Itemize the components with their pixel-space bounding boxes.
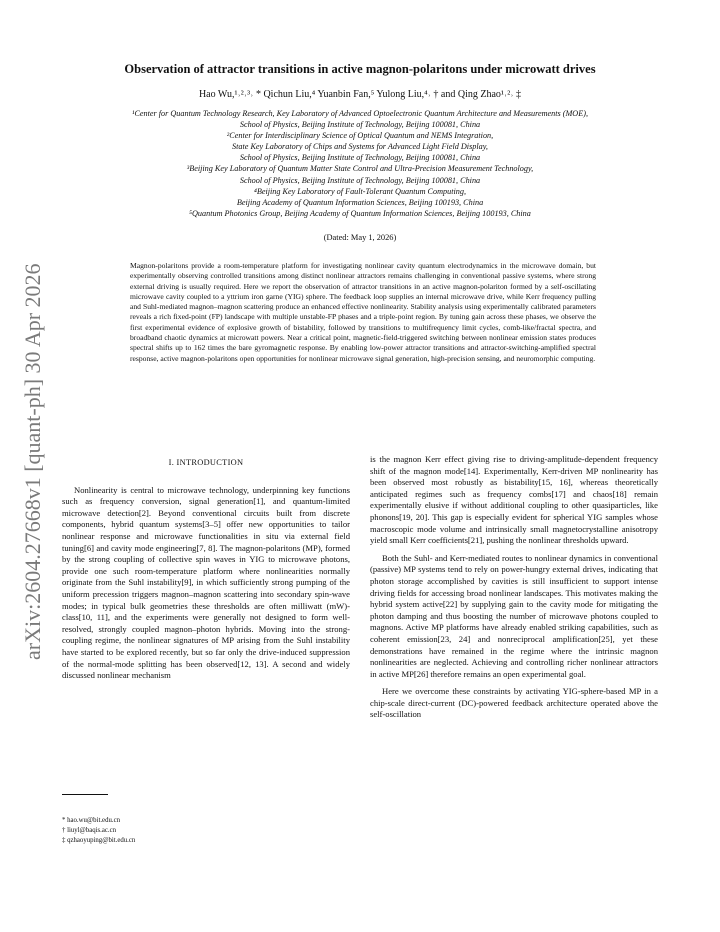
affiliation-line: School of Physics, Beijing Institute of Technology, Beijing 100081, China: [239, 153, 481, 163]
arxiv-stamp-text: arXiv:2604.27668v1 [quant-ph] 30 Apr 2026: [20, 263, 45, 660]
author-list: Hao Wu,¹˒²˒³˒ * Qichun Liu,⁴ Yuanbin Fan,⁵ Yulong Liu,⁴˒ † and Qing Zhao¹˒²˒ ‡: [198, 89, 522, 100]
affiliation-line: ²Center for Interdisciplinary Science of Optical Quantum and NEMS Integration,: [226, 131, 494, 141]
left-column: [62, 455, 350, 682]
body-paragraph: is the magnon Kerr effect giving rise to driving-amplitude-dependent frequency shift of the magnon mode[14]. Experimentally, Kerr-driven MP nonlinearity has been observed most robustly as bistability[15, 16], whereas theoretically anticipated regimes such as frequency combs[17] and chaos[18] remain experimentally elusive if without additional coupling to other quasiparticles, like phonons[19, 20]. This gap is especially evident for spherical YIG samples whose macroscopic mode volume and intrinsically small magnetocrystalline anisotropy yield small Kerr coefficients[21], pushing the nonlinear thresholds upward.: [370, 454, 658, 546]
affiliations: [60, 108, 660, 219]
body-paragraph: Both the Suhl- and Kerr-mediated routes to nonlinear dynamics in conventional (passive) MP systems tend to rely on power-hungry external drives, indicating that photon storage accomplished by cavities is still insufficient to support intense driving fields for accessing broad nonlinear landscapes. This motivates making the hybrid system active[22] by supplying gain to the cavity mode for mitigating the photon damping and thus boosting the number of microwave photons coupled to magnons. Active MP platforms have already enabled striking capabilities, such as coherent emission[23, 24] and nonreciprocal amplification[25], yet these demonstrations have remained in the regime where the intrinsic magnon nonlinearities are neglected. Achieving and controlling richer nonlinear attractors in active MP[26] therefore remains an open experimental goal.: [370, 552, 658, 679]
affiliation-line: ¹Center for Quantum Technology Research, Key Laboratory of Advanced Optoelectronic Quantum Architecture and Measurements (MOE),: [131, 109, 588, 118]
affiliation-line: ⁴Beijing Key Laboratory of Fault-Tolerant Quantum Computing,: [253, 186, 466, 196]
affiliation-line: School of Physics, Beijing Institute of Technology, Beijing 100081, China: [239, 120, 481, 130]
paper-title: Observation of attractor transitions in active magnon-polaritons under microwatt drives: [124, 62, 596, 76]
affiliation-line: State Key Laboratory of Chips and Systems for Advanced Light Field Display,: [232, 142, 488, 152]
footnote-rule: [62, 794, 108, 795]
right-column: [370, 454, 658, 721]
affiliation-line: Beijing Academy of Quantum Information Sciences, Beijing 100193, China: [236, 197, 484, 207]
body-paragraph: Nonlinearity is central to microwave technology, underpinning key functions such as frequency conversion, signal generation[1], and quantum-limited microwave detection[2]. Beyond conventional circuits built from discrete components, hybrid quantum systems[3–5] offer new opportunities to tailor nonlinear response and microwave functionalities in situ via external field tuning[6] and cavity mode engineering[7, 8]. The magnon-polaritons (MP), formed by the strong coupling of collective spin waves in YIG to microwave photons, provide one such room-temperature platform where nonlinearities normally originate from the Suhl instability[9], in which sufficiently strong pumping of the uniform precession triggers magnon–magnon scattering into secondary spin-wave modes; in typical bulk geometries these thresholds are often milliwatt (mW)-class[10, 11], and the experiments were generally not designed to form well-resolved, strongly coupled magnon–photon hybrids. Moving into the strong-coupling regime, the nonlinear signatures of MP arising from the Suhl instability have started to be explored recently, but so far only the drive-induced suppression of the normal-mode splitting has been observed[12, 13]. A second and widely discussed nonlinear mechanism: [62, 484, 350, 681]
footnote-email[interactable]: ‡ qzhaoyuping@bit.edu.cn: [62, 837, 136, 845]
footnote-email[interactable]: * hao.wu@bit.edu.cn: [62, 817, 120, 824]
section-heading: I. INTRODUCTION: [168, 458, 244, 467]
body-paragraph: Here we overcome these constraints by activating YIG-sphere-based MP in a chip-scale direct-current (DC)-powered feedback architecture operated above the self-oscillation: [370, 686, 658, 720]
affiliation-line: School of Physics, Beijing Institute of Technology, Beijing 100081, China: [239, 175, 481, 185]
abstract: Magnon-polaritons provide a room-temperature platform for investigating nonlinear cavity quantum electrodynamics in the microwave domain, but experimentally observing controlled transitions among distinct nonlinear attractors remains challenging in conventional passive systems, where strong external driving is usually required. Here we report the observation of attractor transitions in an active magnon-polariton formed by a self-oscillating microwave cavity coupled to a yttrium iron garne (YIG) sphere. The feedback loop supplies an internal microwave drive, while Kerr frequency pulling and Suhl-mediated magnon–magnon scattering produce an enhanced effective nonlinearity. Stability analysis using experimentally calibrated parameters reveals a rich fixed-point (FP) landscape with multiple unstable-FP phases and a triple-point region. By tuning gain across these phases, we observe the first experimental evidence of explosive growth of bistability, followed by transitions to multifrequency limit cycles, comb-like/fractal spectra, and broadband chaotic dynamics at microwatt powers. Near a critical point, magnetic-field-triggered switching between nonlinear emission states produces spectral shifts up to 162 times the bare gyromagnetic response. By enabling low-power attractor transitions and attractor-switching-amplified spectral response, active magnon-polaritons open opportunities for nonlinear microwave signal generation, high-precision sensing, and neuromorphic computing.: [130, 261, 596, 363]
affiliation-line: ³Beijing Key Laboratory of Quantum Matter State Control and Ultra-Precision Measurement Technology,: [186, 164, 534, 174]
arxiv-stamp: [10, 245, 50, 665]
date-line: (Dated: May 1, 2026): [323, 233, 397, 242]
footnote-email[interactable]: † liuyl@baqis.ac.cn: [62, 827, 117, 835]
footnotes: [62, 816, 135, 847]
affiliation-line: ⁵Quantum Photonics Group, Beijing Academy of Quantum Information Sciences, Beijing 100193, China: [189, 208, 531, 218]
